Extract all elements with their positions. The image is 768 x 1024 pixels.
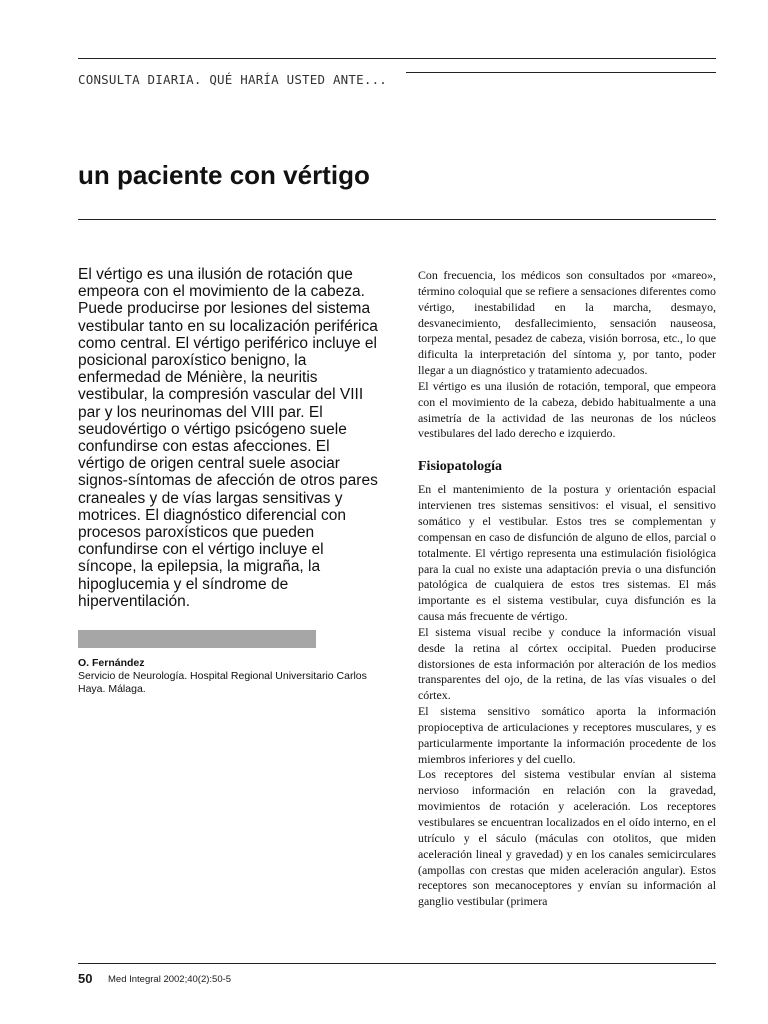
- header-rule-top: [78, 58, 716, 59]
- body-paragraph-1: En el mantenimiento de la postura y orientación espacial intervienen tres sistemas sensitivos: el visual, el sensitivo somático y el vestibular. Estos tres se complementan y compensan en caso de disfunción de alguno de ellos, parcial o totalmente. El vértigo representa una estimulación fisiológica para la cual no existe una adaptación previa o una disfunción patológica de cualquiera de estos tres sistemas. El más importante es el sistema vestibular, cuya disfunción es la causa más frecuente de vértigo.: [418, 482, 716, 624]
- section-heading: Fisiopatología: [418, 459, 503, 475]
- body-paragraph-intro-2: El vértigo es una ilusión de rotación, temporal, que empeora con el movimiento de la cabeza, debido habitualmente a una asimetría de la actividad de las neuronas de los núcleos vestibulares del lado derecho e izquierdo.: [418, 378, 716, 441]
- title-rule: [78, 219, 716, 220]
- header-rule-short: [406, 72, 716, 73]
- body-paragraph-2: El sistema visual recibe y conduce la información visual desde la retina al córtex occipital. Pueden producirse distorsiones de esta información por alteración de los medios transparentes del ojo, de la retina, de las vías visuales o del córtex.: [418, 624, 716, 703]
- body-column: [418, 268, 716, 910]
- section-label: CONSULTA DIARIA. QUÉ HARÍA USTED ANTE...: [78, 72, 388, 87]
- footer-rule: [78, 963, 716, 964]
- decorative-bar: [78, 630, 316, 648]
- author-name: O. Fernández: [78, 657, 145, 669]
- abstract-text: El vértigo es una ilusión de rotación que empeora con el movimiento de la cabeza. Puede producirse por lesiones del sistema vestibular tanto en su localización periférica como central. El vértigo periférico incluye el posicional paroxístico benigno, la enfermedad de Ménière, la neuritis vestibular, la compresión vascular del VIII par y los neurinomas del VIII par. El seudovértigo o vértigo psicógeno suele confundirse con estas afecciones. El vértigo de origen central suele asociar signos-síntomas de afección de otros pares craneales y de vías largas sensitivas y motrices. El diagnóstico diferencial con procesos paroxísticos que pueden confundirse con el vértigo incluye el síncope, la epilepsia, la migraña, la hipoglucemia y el síndrome de hiperventilación.: [78, 266, 378, 610]
- page-number: 50: [78, 971, 93, 986]
- body-paragraph-4: Los receptores del sistema vestibular envían al sistema nervioso información en relación con la gravedad, movimientos de rotación y aceleración. Los receptores vestibulares se encuentran localizados en el oído interno, en el utrículo y el sáculo (máculas con otolitos, que miden aceleración lineal y gravedad) y en los canales semicirculares (ampollas con crestas que miden aceleración angular). Estos receptores son mecanoceptores y envían su información al ganglio vestibular (primera: [418, 767, 716, 909]
- author-affiliation: Servicio de Neurología. Hospital Regional Universitario Carlos Haya. Málaga.: [78, 670, 367, 695]
- body-paragraph-intro-1: Con frecuencia, los médicos son consultados por «mareo», término coloquial que se refiere a sensaciones diferentes como vértigo, inestabilidad en la marcha, desmayo, desvanecimiento, desfallecimiento, sensación nauseosa, torpeza mental, pesadez de cabeza, visión borrosa, etc., lo que dificulta la interpretación del síntoma y, por tanto, poder llegar a un diagnóstico y tratamiento adecuados.: [418, 268, 716, 378]
- journal-citation: Med Integral 2002;40(2):50-5: [108, 974, 232, 985]
- body-paragraph-3: El sistema sensitivo somático aporta la información propioceptiva de articulaciones y receptores musculares, y es particularmente importante la información procedente de los miembros inferiores y del cuello.: [418, 704, 716, 766]
- article-title: un paciente con vértigo: [78, 160, 370, 190]
